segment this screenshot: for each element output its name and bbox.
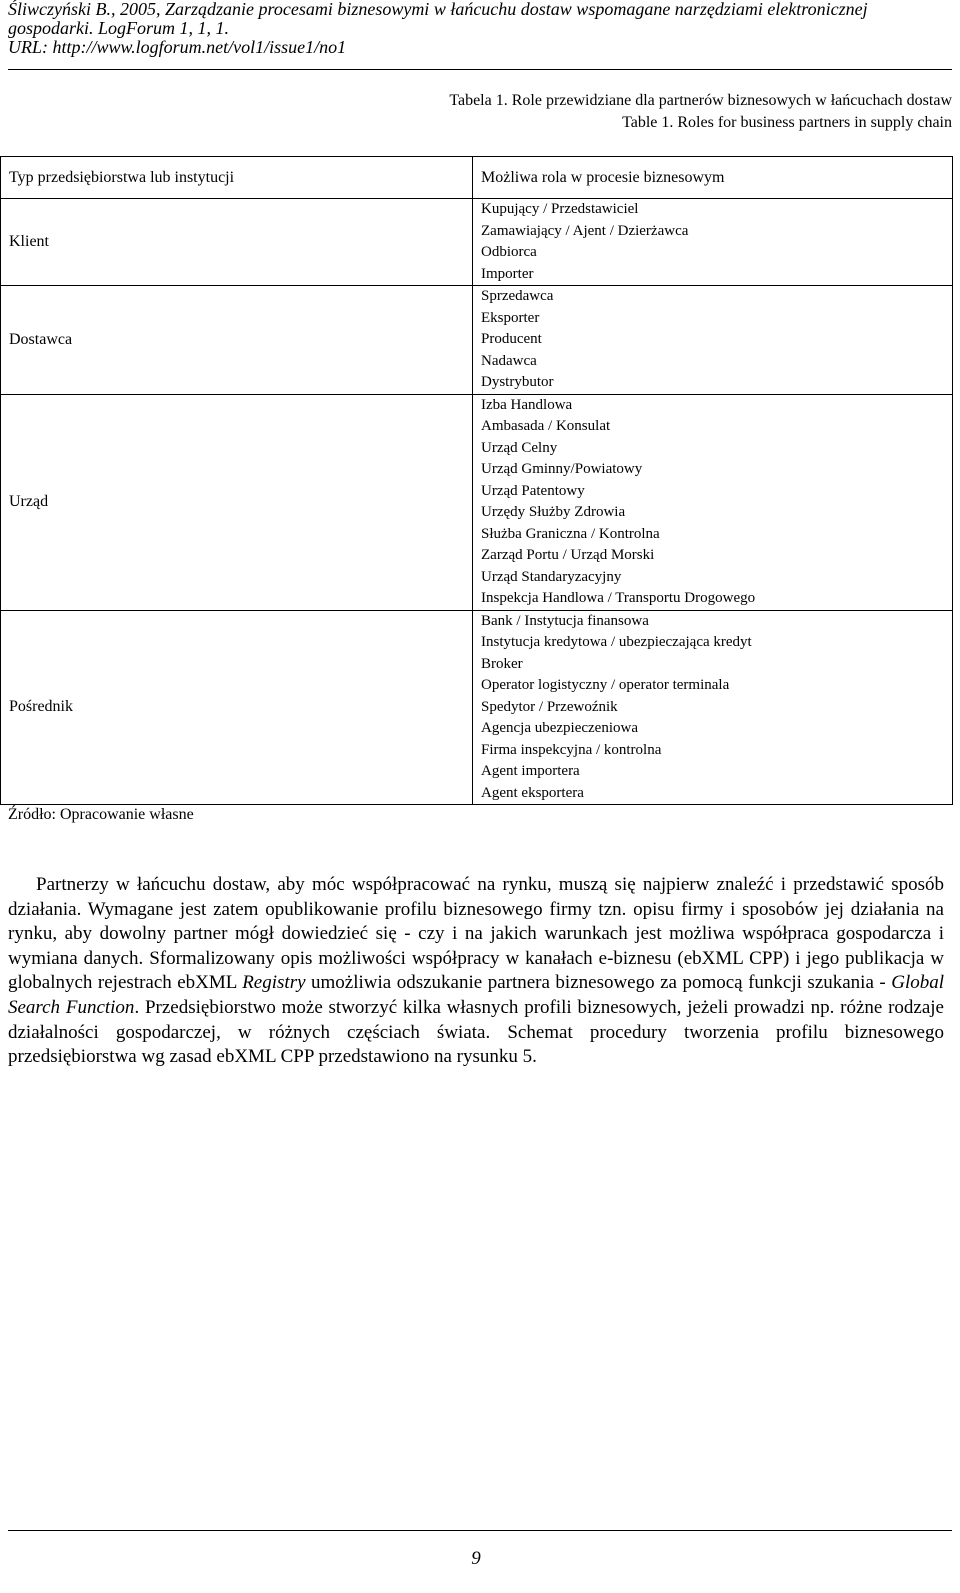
role-item: Agencja ubezpieczeniowa — [481, 720, 638, 736]
role-item: Urzędy Służby Zdrowia — [481, 504, 626, 520]
header-citation-line-2: gospodarki. LogForum 1, 1, 1. — [8, 18, 230, 38]
role-item: Izba Handlowa — [481, 396, 573, 413]
table-caption-pl: Tabela 1. Role przewidziane dla partnerów biznesowych w łańcuchach dostaw — [449, 92, 952, 109]
paragraph-text-part-1: Partnerzy w łańcuchu dostaw, aby móc współpracować na rynku, muszą się najpierw znaleźć i przedstawić sposób działania. Wymagane jest zatem opublikowanie profilu biznesowego firmy tzn. opisu firmy i sposobów jej działania na rynku, aby dowolny partner mógł dowiedzieć się - czy i na jakich warunkach jest możliwa współpraca gospodarcza i wymiana danych. Sformalizowany opis możliwości współpracy w kanałach e-biznesu (ebXML CPP) i jego publikacja w globalnych rejestrach ebXML — [8, 874, 944, 994]
table-caption — [449, 90, 952, 134]
body-paragraph — [8, 873, 944, 1070]
column-header-type: Typ przedsiębiorstwa lub instytucji — [1, 157, 473, 199]
header-divider — [8, 69, 952, 70]
role-item: Eksporter — [481, 309, 540, 326]
role-item: Dystrybutor — [481, 374, 554, 390]
table-header-row — [1, 157, 953, 199]
role-item: Spedytor / Przewoźnik — [481, 698, 618, 715]
roles-table — [0, 156, 953, 805]
role-item: Firma inspekcyjna / kontrolna — [481, 741, 662, 758]
running-header — [8, 0, 952, 57]
paragraph-text-part-3: . Przedsiębiorstwo może stworzyć kilka własnych profili biznesowych, jeżeli prowadzi np. różne rodzaje działalności gospodarczej, w różnych częściach świata. Schemat procedury tworzenia profilu biznesowego przedsiębiorstwa wg zasad ebXML CPP przedstawiono na rysunku 5. — [8, 996, 944, 1068]
role-item: Instytucja kredytowa / ubezpieczająca kredyt — [481, 634, 752, 650]
role-item: Urząd Gminny/Powiatowy — [481, 461, 643, 477]
table-row — [1, 610, 953, 805]
roles-cell — [473, 610, 953, 805]
role-item: Inspekcja Handlowa / Transportu Drogowego — [481, 590, 756, 606]
paragraph-text-part-2: umożliwia odszukanie partnera biznesowego za pomocą funkcji szukania - — [305, 972, 892, 994]
role-item: Odbiorca — [481, 244, 537, 260]
table-row — [1, 199, 953, 286]
table-row — [1, 286, 953, 395]
role-item: Producent — [481, 331, 542, 347]
role-item: Bank / Instytucja finansowa — [481, 612, 649, 629]
header-url[interactable]: URL: http://www.logforum.net/vol1/issue1/no1 — [8, 37, 347, 57]
table-caption-en: Table 1. Roles for business partners in supply chain — [622, 114, 952, 131]
roles-cell — [473, 286, 953, 395]
role-item: Nadawca — [481, 352, 537, 369]
role-item: Ambasada / Konsulat — [481, 418, 611, 434]
role-item: Urząd Standaryzacyjny — [481, 568, 622, 585]
category-cell: Pośrednik — [1, 610, 473, 805]
role-item: Agent importera — [481, 763, 580, 779]
roles-cell — [473, 394, 953, 610]
table-source-note: Źródło: Opracowanie własne — [8, 806, 194, 823]
paragraph-registry-term: Registry — [242, 972, 306, 994]
column-header-role: Możliwa rola w procesie biznesowym — [473, 157, 953, 199]
role-item: Kupujący / Przedstawiciel — [481, 201, 639, 217]
roles-cell — [473, 199, 953, 286]
footer-divider — [8, 1530, 952, 1531]
role-item: Zamawiający / Ajent / Dzierżawca — [481, 222, 689, 239]
table-row — [1, 394, 953, 610]
role-item: Operator logistyczny / operator terminala — [481, 677, 730, 693]
category-cell: Klient — [1, 199, 473, 286]
role-item: Importer — [481, 265, 534, 282]
header-citation-line-1: Śliwczyński B., 2005, Zarządzanie procesami biznesowymi w łańcuchu dostaw wspomagane narzędziami elektronicznej — [8, 0, 868, 19]
role-item: Urząd Patentowy — [481, 482, 585, 499]
category-cell: Urząd — [1, 394, 473, 610]
role-item: Sprzedawca — [481, 288, 554, 304]
category-cell: Dostawca — [1, 286, 473, 395]
page-number: 9 — [471, 1548, 481, 1569]
role-item: Broker — [481, 655, 523, 672]
paragraph-gsf-term: Global Search Function — [8, 972, 944, 1018]
role-item: Zarząd Portu / Urząd Morski — [481, 547, 655, 563]
role-item: Służba Graniczna / Kontrolna — [481, 525, 660, 542]
role-item: Agent eksportera — [481, 784, 584, 801]
role-item: Urząd Celny — [481, 439, 558, 456]
